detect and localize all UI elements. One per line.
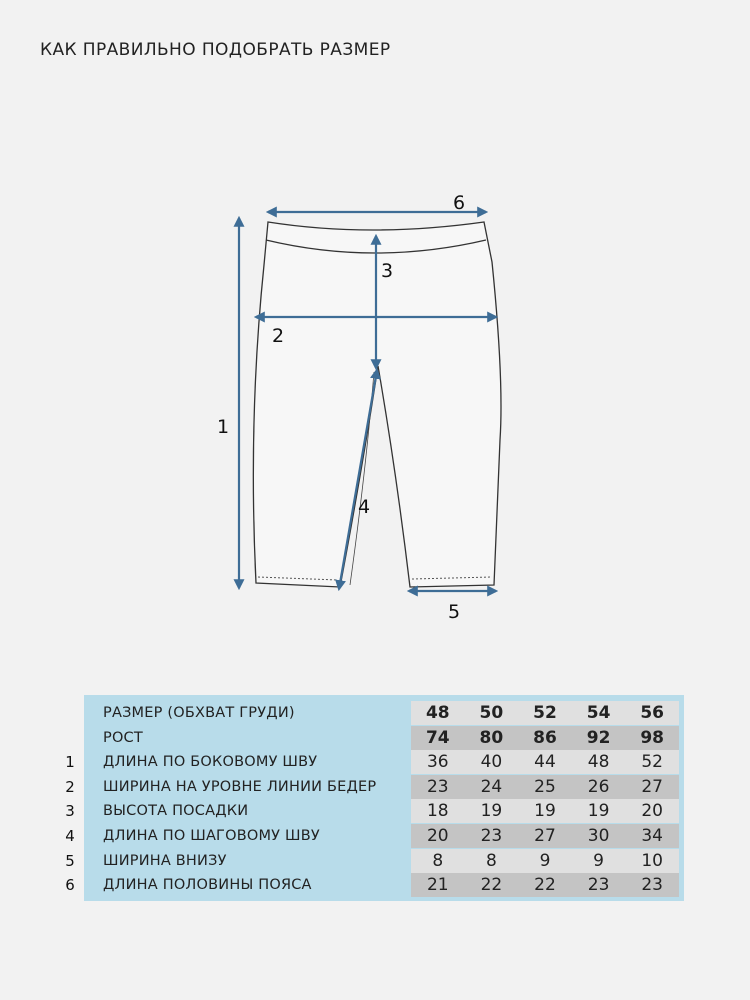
table-cell: 50	[479, 703, 504, 723]
table-cell: 44	[534, 752, 556, 773]
table-cell: 80	[479, 727, 504, 748]
table-cell: 8	[432, 850, 444, 871]
table-cell: 20	[641, 801, 663, 822]
row-values	[411, 726, 679, 750]
row-values	[411, 799, 679, 823]
row-label: ДЛИНА ПОЛОВИНЫ ПОЯСА	[103, 877, 312, 894]
table-cell: 30	[587, 826, 610, 846]
table-cell: 21	[426, 875, 449, 896]
pants-outline	[253, 222, 501, 587]
table-cell: 92	[586, 727, 611, 748]
row-label: РАЗМЕР (ОБХВАТ ГРУДИ)	[103, 705, 295, 721]
table-cell: 98	[640, 727, 664, 748]
row-number	[64, 726, 76, 750]
table-cell: 18	[426, 801, 449, 822]
row-label: ДЛИНА ПО ШАГОВОМУ ШВУ	[103, 828, 320, 844]
table-cell: 22	[534, 875, 556, 896]
row-values	[411, 849, 679, 873]
table-cell: 56	[640, 703, 664, 723]
table-cell: 20	[426, 826, 449, 846]
table-row	[84, 701, 684, 725]
row-values	[411, 775, 679, 799]
table-cell: 52	[641, 752, 663, 773]
table-cell: 8	[485, 850, 497, 871]
table-row	[65, 799, 684, 823]
row-number: 1	[65, 753, 75, 772]
table-cell: 48	[425, 703, 450, 723]
table-cell: 23	[641, 875, 663, 896]
table-cell: 9	[593, 850, 604, 871]
table-row	[65, 775, 684, 799]
table-cell: 74	[425, 727, 450, 748]
table-cell: 22	[480, 875, 503, 896]
row-number: 3	[65, 802, 75, 821]
row-number: 5	[65, 851, 75, 870]
table-cell: 9	[539, 850, 551, 871]
table-row	[65, 824, 684, 848]
table-cell: 52	[533, 703, 557, 723]
table-cell: 23	[480, 826, 503, 846]
row-label: РОСТ	[103, 729, 143, 746]
table-cell: 19	[534, 801, 556, 822]
row-number	[64, 701, 76, 725]
table-cell: 23	[426, 776, 449, 797]
row-values	[411, 701, 679, 725]
table-cell: 86	[533, 727, 557, 748]
table-cell: 36	[426, 752, 449, 773]
table-cell: 25	[534, 776, 556, 797]
size-table	[65, 695, 684, 901]
table-cell: 23	[587, 875, 610, 896]
table-row	[84, 726, 684, 750]
table-cell: 19	[480, 801, 503, 822]
table-row	[65, 873, 684, 897]
table-cell: 26	[587, 776, 610, 797]
table-cell: 54	[586, 703, 611, 723]
row-values	[411, 873, 679, 897]
row-number: 2	[65, 777, 75, 796]
row-number: 4	[65, 827, 75, 845]
row-values	[411, 824, 679, 848]
row-label: ДЛИНА ПО БОКОВОМУ ШВУ	[103, 754, 318, 771]
table-cell: 24	[480, 776, 503, 797]
dim-label-1: 1	[217, 416, 230, 438]
dim-label-6: 6	[453, 192, 466, 214]
table-row	[65, 849, 684, 873]
dim-label-5: 5	[448, 601, 461, 623]
table-cell: 48	[587, 752, 610, 773]
row-values	[411, 750, 679, 774]
row-label: ВЫСОТА ПОСАДКИ	[103, 803, 249, 820]
dim-label-3: 3	[381, 260, 394, 282]
dim-label-2: 2	[272, 325, 285, 347]
page-title: КАК ПРАВИЛЬНО ПОДОБРАТЬ РАЗМЕР	[40, 40, 391, 60]
table-cell: 10	[641, 850, 663, 871]
table-cell: 34	[641, 826, 663, 846]
dim-label-4: 4	[358, 496, 371, 518]
row-label: ШИРИНА ВНИЗУ	[103, 852, 227, 869]
row-label: ШИРИНА НА УРОВНЕ ЛИНИИ БЕДЕР	[103, 778, 377, 795]
table-cell: 19	[587, 801, 610, 822]
table-row	[65, 750, 684, 774]
table-cell: 27	[534, 826, 556, 846]
table-cell: 40	[480, 752, 503, 773]
row-number: 6	[65, 876, 75, 895]
table-cell: 27	[641, 776, 663, 797]
